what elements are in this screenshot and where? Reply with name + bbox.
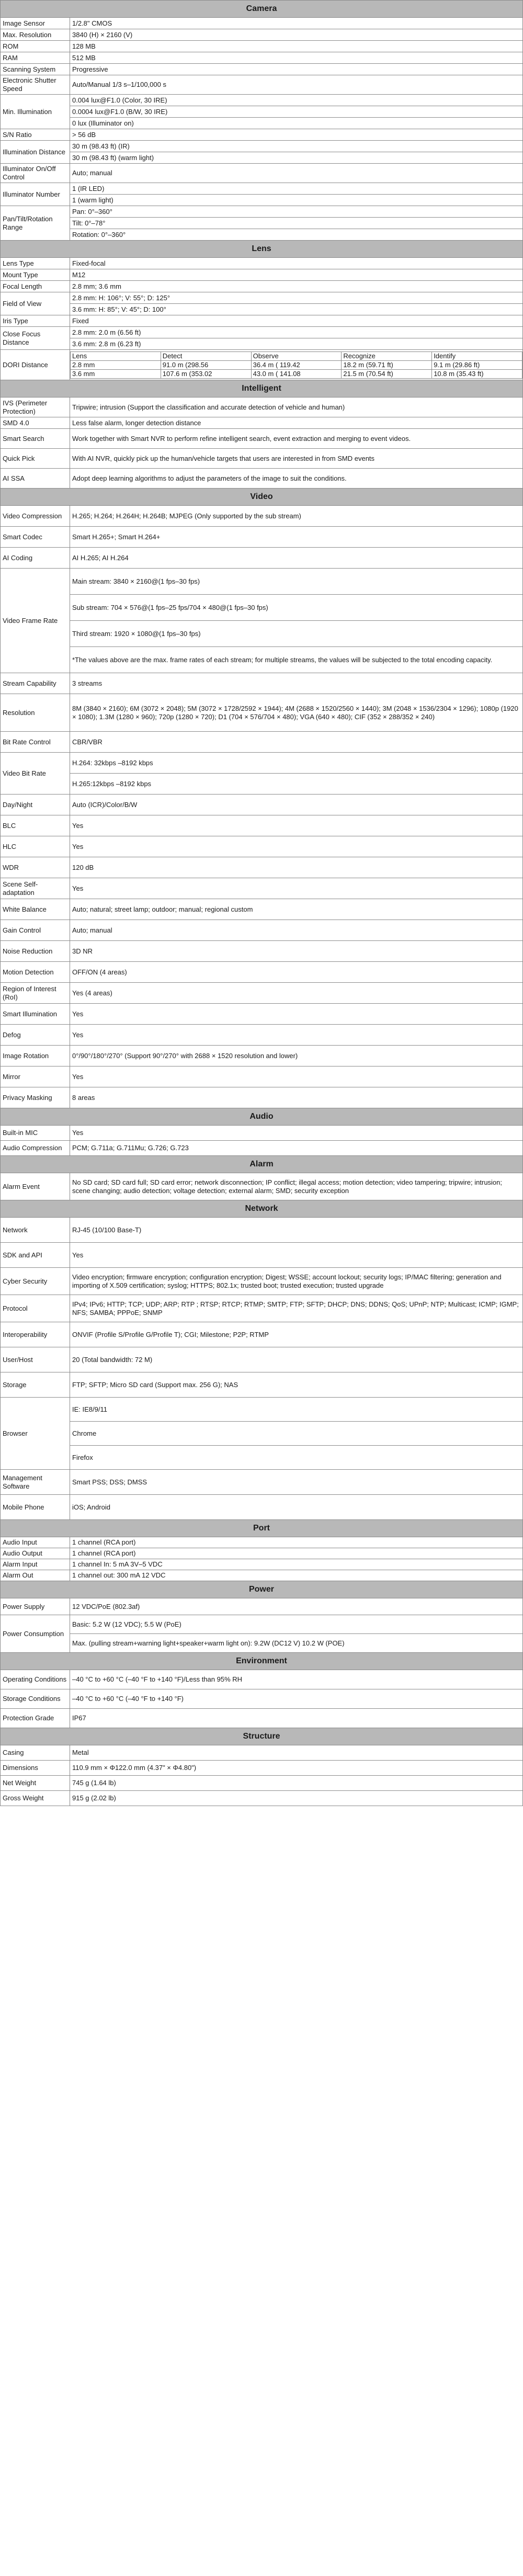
spec-value: 915 g (2.02 lb) — [70, 1791, 523, 1806]
spec-row — [1, 694, 523, 732]
spec-label: Smart Codec — [1, 527, 70, 548]
spec-value: 1 (warm light) — [70, 195, 523, 206]
spec-row — [1, 774, 523, 795]
spec-value: 110.9 mm × Φ122.0 mm (4.37" × Φ4.80") — [70, 1761, 523, 1776]
spec-value: Auto/Manual 1/3 s–1/100,000 s — [70, 75, 523, 95]
spec-row — [1, 673, 523, 694]
spec-label: Image Rotation — [1, 1046, 70, 1066]
dori-cell: Lens — [71, 351, 161, 360]
spec-row — [1, 1025, 523, 1046]
spec-value: AI H.265; AI H.264 — [70, 548, 523, 569]
spec-value: Fixed — [70, 315, 523, 327]
spec-row — [1, 1372, 523, 1398]
spec-value: Yes — [70, 1025, 523, 1046]
spec-row — [1, 350, 523, 380]
spec-label: Protection Grade — [1, 1709, 70, 1728]
spec-label: Privacy Masking — [1, 1087, 70, 1108]
spec-value: Yes — [70, 1066, 523, 1087]
spec-row — [1, 1066, 523, 1087]
spec-label: S/N Ratio — [1, 129, 70, 141]
spec-row — [1, 1598, 523, 1615]
spec-row — [1, 75, 523, 95]
spec-row — [1, 195, 523, 206]
spec-row — [1, 941, 523, 962]
spec-value: Chrome — [70, 1422, 523, 1446]
spec-row — [1, 1634, 523, 1653]
spec-label: ROM — [1, 41, 70, 52]
spec-label: Iris Type — [1, 315, 70, 327]
spec-value: RJ-45 (10/100 Base-T) — [70, 1218, 523, 1243]
spec-row — [1, 41, 523, 52]
spec-row — [1, 836, 523, 857]
spec-value: 3840 (H) × 2160 (V) — [70, 29, 523, 41]
dori-cell: 36.4 m ( 119.42 — [251, 360, 342, 369]
spec-row — [1, 1141, 523, 1156]
section-header-alarm — [1, 1156, 523, 1173]
spec-label: Alarm Out — [1, 1570, 70, 1581]
spec-row — [1, 258, 523, 269]
dori-cell: 91.0 m (298.56 — [161, 360, 251, 369]
spec-label: Min. Illumination — [1, 95, 70, 129]
spec-row — [1, 1745, 523, 1761]
spec-row — [1, 429, 523, 449]
spec-value: CBR/VBR — [70, 732, 523, 753]
spec-value: Main stream: 3840 × 2160@(1 fps–30 fps) — [70, 569, 523, 595]
spec-label: Stream Capability — [1, 673, 70, 694]
dori-table — [70, 351, 522, 379]
section-header-structure — [1, 1728, 523, 1745]
spec-label: Pan/Tilt/Rotation Range — [1, 206, 70, 241]
spec-label: Storage — [1, 1372, 70, 1398]
spec-value: Pan: 0°–360° — [70, 206, 523, 218]
spec-row — [1, 1173, 523, 1200]
spec-value: Yes — [70, 1126, 523, 1141]
spec-value: 2.8 mm: 2.0 m (6.56 ft) — [70, 327, 523, 338]
section-title: Camera — [1, 1, 523, 18]
spec-row — [1, 920, 523, 941]
spec-value: 30 m (98.43 ft) (IR) — [70, 141, 523, 152]
spec-value: Basic: 5.2 W (12 VDC); 5.5 W (PoE) — [70, 1615, 523, 1634]
spec-value: 120 dB — [70, 857, 523, 878]
spec-value: 30 m (98.43 ft) (warm light) — [70, 152, 523, 164]
spec-value: Auto (ICR)/Color/B/W — [70, 795, 523, 815]
spec-value: IPv4; IPv6; HTTP; TCP; UDP; ARP; RTP ; RTSP; RTCP; RTMP; SMTP; FTP; SFTP; DHCP; DNS; DDNS; QoS; UPnP; NTP; Multicast; ICMP; IGMP; NFS; SAMBA; PPPoE; SNMP — [70, 1295, 523, 1322]
spec-value: Rotation: 0°–360° — [70, 229, 523, 241]
spec-label: Motion Detection — [1, 962, 70, 983]
spec-row — [1, 983, 523, 1004]
spec-row — [1, 1322, 523, 1347]
spec-row — [1, 304, 523, 315]
spec-value: Auto; natural; street lamp; outdoor; manual; regional custom — [70, 899, 523, 920]
spec-value: 3 streams — [70, 673, 523, 694]
spec-label: SDK and API — [1, 1243, 70, 1268]
spec-row — [1, 1495, 523, 1520]
spec-row — [1, 1761, 523, 1776]
spec-label: Quick Pick — [1, 449, 70, 469]
spec-row — [1, 218, 523, 229]
dori-cell: 21.5 m (70.54 ft) — [342, 369, 432, 378]
spec-value: –40 °C to +60 °C (–40 °F to +140 °F)/Less than 95% RH — [70, 1670, 523, 1689]
section-header-video — [1, 489, 523, 506]
spec-value: H.264: 32kbps –8192 kbps — [70, 753, 523, 774]
spec-row — [1, 548, 523, 569]
spec-value: FTP; SFTP; Micro SD card (Support max. 256 G); NAS — [70, 1372, 523, 1398]
spec-label: Close Focus Distance — [1, 327, 70, 350]
spec-value: Less false alarm, longer detection distance — [70, 417, 523, 429]
spec-label: AI Coding — [1, 548, 70, 569]
spec-label: Audio Input — [1, 1537, 70, 1548]
spec-row — [1, 1559, 523, 1570]
spec-row — [1, 1218, 523, 1243]
spec-value: Adopt deep learning algorithms to adjust the parameters of the image to suit the conditions. — [70, 469, 523, 489]
section-header-environment — [1, 1653, 523, 1670]
section-title: Port — [1, 1520, 523, 1537]
spec-label: HLC — [1, 836, 70, 857]
dori-cell: 3.6 mm — [71, 369, 161, 378]
spec-row — [1, 621, 523, 647]
spec-value: 12 VDC/PoE (802.3af) — [70, 1598, 523, 1615]
spec-value: Fixed-focal — [70, 258, 523, 269]
spec-label: Casing — [1, 1745, 70, 1761]
spec-row — [1, 506, 523, 527]
spec-row — [1, 527, 523, 548]
spec-label: Net Weight — [1, 1776, 70, 1791]
spec-value: 8M (3840 × 2160); 6M (3072 × 2048); 5M (3072 × 1728/2592 × 1944); 4M (2688 × 1520/2560 × 1440); 3M (2048 × 1536/2304 × 1296); 1080p (1920 × 1080); 1.3M (1280 × 960); 720p (1280 × 720); D1 (704 × 576/704 × 480); VGA (640 × 480); CIF (352 × 288/352 × 240) — [70, 694, 523, 732]
spec-value: PCM; G.711a; G.711Mu; G.726; G.723 — [70, 1141, 523, 1156]
spec-label: Defog — [1, 1025, 70, 1046]
spec-value: 20 (Total bandwidth: 72 M) — [70, 1347, 523, 1372]
spec-row — [1, 878, 523, 899]
spec-row — [1, 164, 523, 183]
spec-label: Power Supply — [1, 1598, 70, 1615]
spec-row — [1, 1295, 523, 1322]
spec-row — [1, 899, 523, 920]
spec-row — [1, 1243, 523, 1268]
spec-label: Video Frame Rate — [1, 569, 70, 673]
spec-row — [1, 229, 523, 241]
spec-label: Image Sensor — [1, 18, 70, 29]
spec-label: Audio Output — [1, 1548, 70, 1559]
spec-value: 1 channel (RCA port) — [70, 1548, 523, 1559]
section-title: Intelligent — [1, 380, 523, 398]
section-header-port — [1, 1520, 523, 1537]
spec-row — [1, 29, 523, 41]
spec-value: Work together with Smart NVR to perform refine intelligent search, event extraction and merging to event videos. — [70, 429, 523, 449]
spec-value: iOS; Android — [70, 1495, 523, 1520]
spec-row — [1, 1126, 523, 1141]
spec-row — [1, 141, 523, 152]
spec-label: Gain Control — [1, 920, 70, 941]
spec-label: Field of View — [1, 292, 70, 315]
section-title: Alarm — [1, 1156, 523, 1173]
spec-value: M12 — [70, 269, 523, 281]
spec-label: Smart Illumination — [1, 1004, 70, 1025]
dori-cell: Detect — [161, 351, 251, 360]
spec-row — [1, 569, 523, 595]
spec-row — [1, 1004, 523, 1025]
spec-value: 1 channel out: 300 mA 12 VDC — [70, 1570, 523, 1581]
spec-label: Network — [1, 1218, 70, 1243]
spec-row — [1, 95, 523, 106]
spec-value: Smart H.265+; Smart H.264+ — [70, 527, 523, 548]
spec-value: 1 channel In: 5 mA 3V–5 VDC — [70, 1559, 523, 1570]
spec-row — [1, 595, 523, 621]
dori-cell: 18.2 m (59.71 ft) — [342, 360, 432, 369]
spec-row — [1, 206, 523, 218]
spec-value: 745 g (1.64 lb) — [70, 1776, 523, 1791]
spec-label: DORI Distance — [1, 350, 70, 380]
dori-cell: 9.1 m (29.86 ft) — [432, 360, 522, 369]
spec-value: Yes — [70, 1243, 523, 1268]
spec-value: Firefox — [70, 1446, 523, 1470]
spec-row — [1, 1398, 523, 1422]
spec-label: Protocol — [1, 1295, 70, 1322]
spec-row — [1, 338, 523, 350]
spec-row — [1, 52, 523, 64]
spec-value: Progressive — [70, 64, 523, 75]
spec-label: Focal Length — [1, 281, 70, 292]
spec-value: Video encryption; firmware encryption; configuration encryption; Digest; WSSE; account lockout; security logs; IP/MAC filtering; generation and importing of X.509 certification; syslog; HTTPS; 802.1x; trusted boot; trusted execution; trusted upgrade — [70, 1268, 523, 1295]
spec-label: Power Consumption — [1, 1615, 70, 1653]
section-title: Lens — [1, 241, 523, 258]
spec-label: Illuminator On/Off Control — [1, 164, 70, 183]
spec-row — [1, 1570, 523, 1581]
spec-label: Alarm Event — [1, 1173, 70, 1200]
spec-value: 512 MB — [70, 52, 523, 64]
spec-label: Browser — [1, 1398, 70, 1470]
spec-label: IVS (Perimeter Protection) — [1, 398, 70, 417]
spec-value: Yes (4 areas) — [70, 983, 523, 1004]
spec-value: 0.0004 lux@F1.0 (B/W, 30 IRE) — [70, 106, 523, 118]
spec-label: Noise Reduction — [1, 941, 70, 962]
spec-label: Cyber Security — [1, 1268, 70, 1295]
dori-row — [71, 360, 522, 369]
spec-row — [1, 64, 523, 75]
spec-row — [1, 1268, 523, 1295]
spec-label: Gross Weight — [1, 1791, 70, 1806]
spec-value: H.265:12kbps –8192 kbps — [70, 774, 523, 795]
spec-label: Storage Conditions — [1, 1689, 70, 1709]
spec-label: BLC — [1, 815, 70, 836]
dori-row — [71, 369, 522, 378]
spec-value: ONVIF (Profile S/Profile G/Profile T); CGI; Milestone; P2P; RTMP — [70, 1322, 523, 1347]
spec-value: OFF/ON (4 areas) — [70, 962, 523, 983]
spec-row — [1, 398, 523, 417]
dori-cell: Recognize — [342, 351, 432, 360]
spec-value: *The values above are the max. frame rates of each stream; for multiple streams, the values will be subjected to the total encoding capacity. — [70, 647, 523, 673]
spec-value: Tilt: 0°–78° — [70, 218, 523, 229]
spec-row — [1, 753, 523, 774]
spec-value: 2.8 mm; 3.6 mm — [70, 281, 523, 292]
spec-label: White Balance — [1, 899, 70, 920]
section-header-intelligent — [1, 380, 523, 398]
spec-row — [1, 1709, 523, 1728]
spec-label: WDR — [1, 857, 70, 878]
spec-row — [1, 962, 523, 983]
spec-row — [1, 732, 523, 753]
spec-row — [1, 1422, 523, 1446]
spec-value: H.265; H.264; H.264H; H.264B; MJPEG (Only supported by the sub stream) — [70, 506, 523, 527]
spec-label: Bit Rate Control — [1, 732, 70, 753]
spec-value: 2.8 mm: H: 106°; V: 55°; D: 125° — [70, 292, 523, 304]
spec-row — [1, 281, 523, 292]
spec-label: Interoperability — [1, 1322, 70, 1347]
section-title: Environment — [1, 1653, 523, 1670]
section-title: Network — [1, 1200, 523, 1218]
spec-label: Illumination Distance — [1, 141, 70, 164]
spec-value: 8 areas — [70, 1087, 523, 1108]
spec-label: Max. Resolution — [1, 29, 70, 41]
spec-row — [1, 469, 523, 489]
spec-value: –40 °C to +60 °C (–40 °F to +140 °F) — [70, 1689, 523, 1709]
spec-label: Day/Night — [1, 795, 70, 815]
section-title: Structure — [1, 1728, 523, 1745]
section-header-lens — [1, 241, 523, 258]
spec-label: Region of Interest (RoI) — [1, 983, 70, 1004]
dori-cell: Identify — [432, 351, 522, 360]
spec-value: > 56 dB — [70, 129, 523, 141]
spec-value: 3.6 mm: H: 85°; V: 45°; D: 100° — [70, 304, 523, 315]
spec-label: Video Compression — [1, 506, 70, 527]
spec-row — [1, 152, 523, 164]
spec-label: Scene Self-adaptation — [1, 878, 70, 899]
spec-row — [1, 815, 523, 836]
spec-row — [1, 1537, 523, 1548]
spec-label: Video Bit Rate — [1, 753, 70, 795]
spec-label: Electronic Shutter Speed — [1, 75, 70, 95]
spec-value: Yes — [70, 878, 523, 899]
spec-label: Mobile Phone — [1, 1495, 70, 1520]
spec-row — [1, 417, 523, 429]
spec-value: 0 lux (Illuminator on) — [70, 118, 523, 129]
spec-value: 3.6 mm: 2.8 m (6.23 ft) — [70, 338, 523, 350]
section-header-camera — [1, 1, 523, 18]
section-header-network — [1, 1200, 523, 1218]
spec-value: 3D NR — [70, 941, 523, 962]
spec-label: RAM — [1, 52, 70, 64]
spec-value — [70, 350, 523, 380]
spec-row — [1, 1446, 523, 1470]
spec-row — [1, 269, 523, 281]
section-title: Audio — [1, 1108, 523, 1126]
spec-label: Smart Search — [1, 429, 70, 449]
spec-label: Operating Conditions — [1, 1670, 70, 1689]
spec-value: Auto; manual — [70, 164, 523, 183]
spec-row — [1, 1046, 523, 1066]
spec-row — [1, 118, 523, 129]
spec-label: Scanning System — [1, 64, 70, 75]
spec-value: Yes — [70, 815, 523, 836]
spec-label: Built-in MIC — [1, 1126, 70, 1141]
spec-value: Metal — [70, 1745, 523, 1761]
spec-row — [1, 1347, 523, 1372]
spec-label: AI SSA — [1, 469, 70, 489]
spec-label: Resolution — [1, 694, 70, 732]
spec-label: Mount Type — [1, 269, 70, 281]
spec-label: Dimensions — [1, 1761, 70, 1776]
spec-value: Third stream: 1920 × 1080@(1 fps–30 fps) — [70, 621, 523, 647]
spec-label: Management Software — [1, 1470, 70, 1495]
spec-row — [1, 327, 523, 338]
spec-label: SMD 4.0 — [1, 417, 70, 429]
spec-value: 1 channel (RCA port) — [70, 1537, 523, 1548]
spec-value: 1/2.8" CMOS — [70, 18, 523, 29]
spec-row — [1, 1791, 523, 1806]
spec-row — [1, 1548, 523, 1559]
spec-label: Illuminator Number — [1, 183, 70, 206]
spec-row — [1, 18, 523, 29]
spec-label: Alarm Input — [1, 1559, 70, 1570]
spec-value: 1 (IR LED) — [70, 183, 523, 195]
spec-row — [1, 1615, 523, 1634]
spec-row — [1, 1689, 523, 1709]
section-header-audio — [1, 1108, 523, 1126]
spec-value: No SD card; SD card full; SD card error; network disconnection; IP conflict; illegal access; motion detection; video tampering; tripwire; intrusion; scene changing; audio detection; voltage detection; external alarm; SMD; security exception — [70, 1173, 523, 1200]
spec-value: Smart PSS; DSS; DMSS — [70, 1470, 523, 1495]
spec-value: IE: IE8/9/11 — [70, 1398, 523, 1422]
spec-row — [1, 129, 523, 141]
spec-value: IP67 — [70, 1709, 523, 1728]
spec-row — [1, 1087, 523, 1108]
spec-label: User/Host — [1, 1347, 70, 1372]
dori-cell: Observe — [251, 351, 342, 360]
spec-row — [1, 795, 523, 815]
dori-header-row — [71, 351, 522, 360]
spec-value: Auto; manual — [70, 920, 523, 941]
spec-row — [1, 1470, 523, 1495]
section-header-power — [1, 1581, 523, 1598]
dori-cell: 2.8 mm — [71, 360, 161, 369]
spec-value: 0.004 lux@F1.0 (Color, 30 IRE) — [70, 95, 523, 106]
spec-row — [1, 315, 523, 327]
spec-label: Audio Compression — [1, 1141, 70, 1156]
spec-row — [1, 106, 523, 118]
spec-value: Tripwire; intrusion (Support the classification and accurate detection of vehicle and human) — [70, 398, 523, 417]
spec-value: Yes — [70, 836, 523, 857]
spec-row — [1, 449, 523, 469]
spec-row — [1, 1670, 523, 1689]
spec-value: Max. (pulling stream+warning light+speaker+warm light on): 9.2W (DC12 V) 10.2 W (POE) — [70, 1634, 523, 1653]
spec-value: Sub stream: 704 × 576@(1 fps–25 fps/704 × 480@(1 fps–30 fps) — [70, 595, 523, 621]
spec-value: With AI NVR, quickly pick up the human/vehicle targets that users are interested in from SMD events — [70, 449, 523, 469]
spec-row — [1, 857, 523, 878]
section-title: Video — [1, 489, 523, 506]
section-title: Power — [1, 1581, 523, 1598]
spec-value: 128 MB — [70, 41, 523, 52]
dori-cell: 10.8 m (35.43 ft) — [432, 369, 522, 378]
spec-row — [1, 647, 523, 673]
spec-value: Yes — [70, 1004, 523, 1025]
dori-cell: 107.6 m (353.02 — [161, 369, 251, 378]
spec-row — [1, 292, 523, 304]
spec-label: Mirror — [1, 1066, 70, 1087]
spec-row — [1, 1776, 523, 1791]
dori-cell: 43.0 m ( 141.08 — [251, 369, 342, 378]
spec-label: Lens Type — [1, 258, 70, 269]
spec-row — [1, 183, 523, 195]
spec-value: 0°/90°/180°/270° (Support 90°/270° with 2688 × 1520 resolution and lower) — [70, 1046, 523, 1066]
